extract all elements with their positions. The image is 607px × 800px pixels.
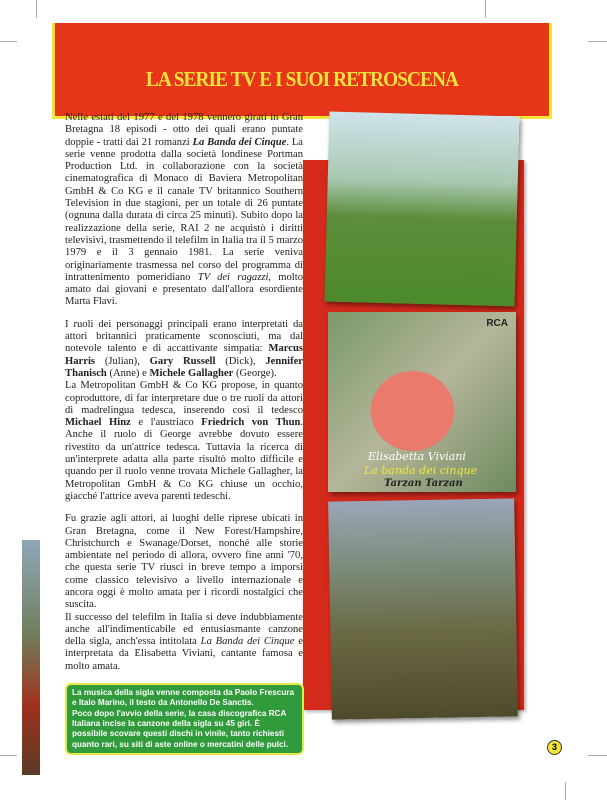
rca-logo: RCA	[486, 318, 508, 329]
crop-mark	[588, 41, 607, 42]
page-title: LA SERIE TV E I SUOI RETROSCENA	[145, 67, 459, 91]
info-box-text: Poco dopo l'avvio della serie, la casa discografica RCA Italiana incise la canzone della sigla su 45 giri. È possibile scovare questi dischi in vinile, tanto richiesti quanto rari, su siti di aste online o mercatini delle pulci.	[72, 708, 289, 749]
article-body	[65, 112, 303, 755]
paragraph: La Metropolitan GmbH & Co KG propose, in quanto coproduttore, di far interpretare due o tre ruoli da attori di madrelingua tedesca, inserendo così il tedesco Michael Hinz e l'austriaco Friedrich von Thun. Anche il ruolo di George avrebbe dovuto essere rivestito da un'attrice tedesca. Tuttavia la ricerca di un'interprete adatta alla parte risultò molto difficile e quando per il ruolo venne trovata Michele Gallagher, la Metropolitan GmbH & Co KG chiuse un occhio, giacché l'attrice aveva parenti tedeschi.	[65, 380, 304, 502]
paragraph: I ruoli dei personaggi principali erano interpretati da attori britannici praticamente sconosciuti, ma dal notevole talento e di accattivante simpatia: Marcus Harris (Julian), Gary Russell (Dick), Jennifer Thanisch (Anne) e Michele Gallagher (George).	[65, 318, 304, 379]
paragraph: Fu grazie agli attori, ai luoghi delle riprese ubicati in Gran Bretagna, come il New Forest/Hampshire, Christchurch e Swanage/Dorset, nonché alle storie ambientate nel periodo di allora, ovvero fine anni '70, che questa serie TV riuscì in breve tempo a imporsi come classico televisivo a livello internazionale e ancora oggi è molto amata per i ricordi nostalgici che suscita.	[65, 513, 303, 611]
album-artist: Elisabetta Viviani	[368, 450, 466, 463]
crop-mark	[36, 0, 37, 18]
adjacent-page-image	[22, 540, 40, 775]
album-cover-photo	[328, 312, 516, 492]
crop-mark	[565, 782, 566, 800]
info-box	[65, 683, 304, 755]
crop-mark	[0, 41, 17, 42]
paragraph: Il successo del telefilm in Italia si deve indubbiamente anche all'indimenticabile ed entusiasmante canzone della sigla, anch'essa intitolata La Banda dei Cinque e interpretata da Elisabetta Viviani, cantante famosa e molto amata.	[65, 611, 303, 672]
page-number: 3	[547, 740, 562, 755]
crop-mark	[588, 755, 607, 756]
photo-kids-walking-with-dog	[325, 112, 520, 307]
album-title: La banda dei cinque	[364, 464, 478, 477]
paragraph: Nelle estati del 1977 e del 1978 vennero girati in Gran Bretagna 18 episodi - otto dei quali erano puntate doppie - tratti dai 21 romanzi La Banda dei Cinque. La serie venne prodotta dalla società londinese Portman Production Ltd. in collaborazione con la società cinematografica di Monaco di Baviera Metropolitan GmbH & Co KG e il canale TV britannico Southern Television in due stagioni, per un totale di 26 puntate (ognuna dalla durata di circa 25 minuti). Subito dopo la realizzazione della serie, RAI 2 ne acquistò i diritti televisivi, trasmettendo il telefilm in Italia tra il 5 marzo 1979 e il 3 gennaio 1981. La serie veniva originariamente trasmessa nel corso del programma di intrattenimento pomeridiano TV dei ragazzi, molto amato dai giovani e presentato dall'allora esordiente Marta Flavi.	[65, 112, 303, 308]
crop-mark	[0, 755, 17, 756]
album-b-side: Tarzan Tarzan	[384, 478, 463, 489]
info-box-text: La musica della sigla venne composta da Paolo Frescura e Italo Marino, il testo da Antonello De Sanctis.	[72, 688, 295, 708]
crop-mark	[485, 0, 486, 18]
photo-cast-outdoors	[328, 498, 518, 719]
header-banner	[52, 23, 552, 119]
